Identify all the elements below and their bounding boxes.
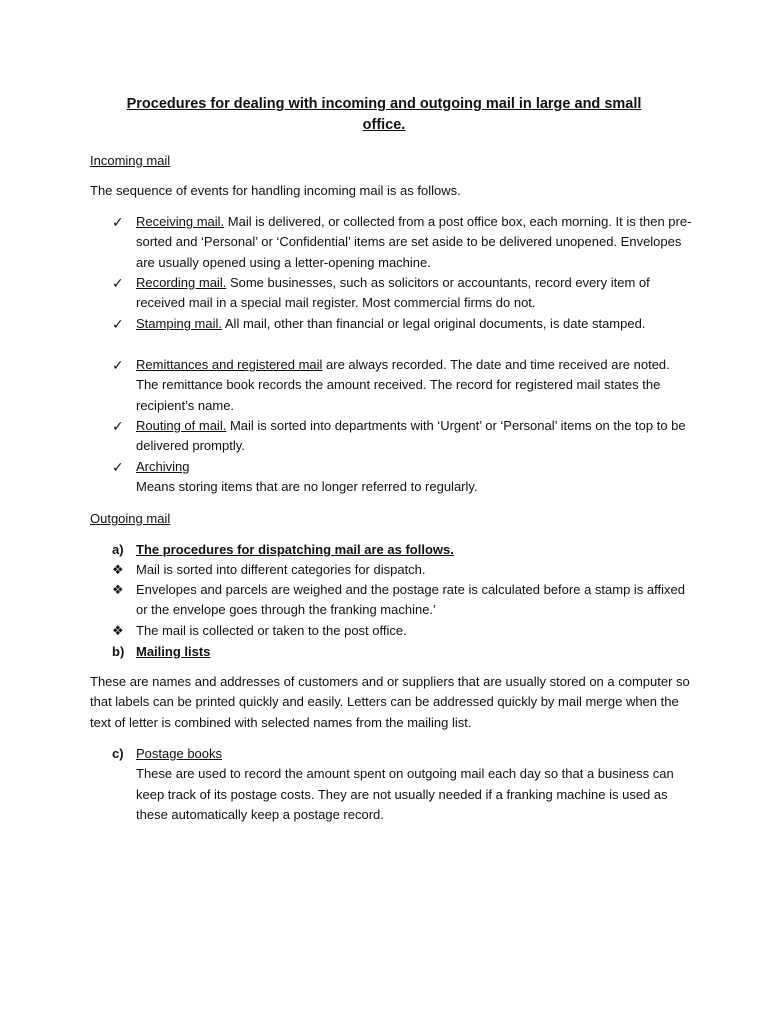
bullet-text: Mail is sorted into different categories for dispatch. [136, 562, 426, 577]
item-lead: Postage books [136, 746, 223, 761]
diamond-bullet-icon: ❖ [112, 623, 124, 638]
item-lead: Mailing lists [136, 644, 211, 659]
item-lead: Remittances and registered mail [136, 357, 323, 372]
item-text: Some businesses, such as solicitors or accountants, record every item of received mail in a special mail register. Most commercial firms do not. [136, 275, 650, 311]
item-lead: Routing of mail. [136, 418, 227, 433]
incoming-item-archiving [112, 457, 692, 498]
incoming-item-receiving [112, 212, 692, 273]
incoming-item-recording [112, 273, 692, 314]
outgoing-item-c [112, 744, 692, 825]
diamond-bullet-icon: ❖ [112, 562, 124, 577]
item-text: Mail is delivered, or collected from a post office box, each morning. It is then pre-sorted and ‘Personal’ or ‘Confidential’ items are set aside to be delivered unopened. Envelopes are usually opened using a letter-opening machine. [136, 214, 692, 270]
outgoing-bullet [112, 560, 692, 580]
bullet-text: The mail is collected or taken to the post office. [136, 623, 407, 638]
diamond-bullet-icon: ❖ [112, 582, 124, 597]
incoming-mail-heading: Incoming mail [90, 153, 171, 168]
title-line-1: Procedures for dealing with incoming and outgoing mail in large and small [126, 96, 642, 112]
outgoing-bullet [112, 580, 692, 621]
outgoing-item-b [112, 642, 692, 662]
document-title [90, 94, 678, 136]
item-text: These are used to record the amount spent on outgoing mail each day so that a business can keep track of its postage costs. They are not usually needed if a franking machine is used as these automatically keep a postage record. [136, 766, 674, 822]
item-text: All mail, other than financial or legal original documents, is date stamped. [221, 316, 646, 331]
incoming-intro: The sequence of events for handling incoming mail is as follows. [90, 183, 461, 198]
checkmark-icon: ✓ [112, 459, 124, 475]
outgoing-bullet [112, 621, 692, 641]
item-text: Mail is sorted into departments with ‘Urgent’ or ‘Personal’ items on the top to be delivered promptly. [136, 418, 686, 454]
title-line-2: office. [362, 117, 406, 133]
item-lead: Stamping mail. [136, 316, 222, 331]
incoming-item-routing [112, 416, 692, 457]
incoming-item-stamping [112, 314, 692, 334]
checkmark-icon: ✓ [112, 316, 124, 332]
incoming-item-remittances [112, 355, 692, 416]
item-text: Means storing items that are no longer referred to regularly. [136, 479, 478, 495]
bullet-text: Envelopes and parcels are weighed and the postage rate is calculated before a stamp is affixed or the envelope goes through the franking machine.’ [136, 582, 685, 618]
checkmark-icon: ✓ [112, 214, 124, 230]
item-lead: Receiving mail. [136, 214, 225, 229]
list-marker: b) [112, 644, 125, 659]
outgoing-mail-heading: Outgoing mail [90, 511, 171, 526]
checkmark-icon: ✓ [112, 275, 124, 291]
item-lead: Recording mail. [136, 275, 227, 290]
checkmark-icon: ✓ [112, 357, 124, 373]
checkmark-icon: ✓ [112, 418, 124, 434]
item-lead: Archiving [136, 459, 190, 474]
list-marker: a) [112, 542, 124, 557]
list-marker: c) [112, 746, 124, 761]
outgoing-item-a [112, 540, 692, 560]
item-text: are always recorded. The date and time received are noted. The remittance book records the amount received. The record for registered mail states the recipient’s name. [136, 357, 670, 413]
item-lead: The procedures for dispatching mail are as follows. [136, 542, 454, 557]
mailing-lists-paragraph: These are names and addresses of customers and or suppliers that are usually stored on a computer so that labels can be printed quickly and easily. Letters can be addressed quickly by mail merge when the text of letter is combined with selected names from the mailing list. [90, 674, 690, 730]
